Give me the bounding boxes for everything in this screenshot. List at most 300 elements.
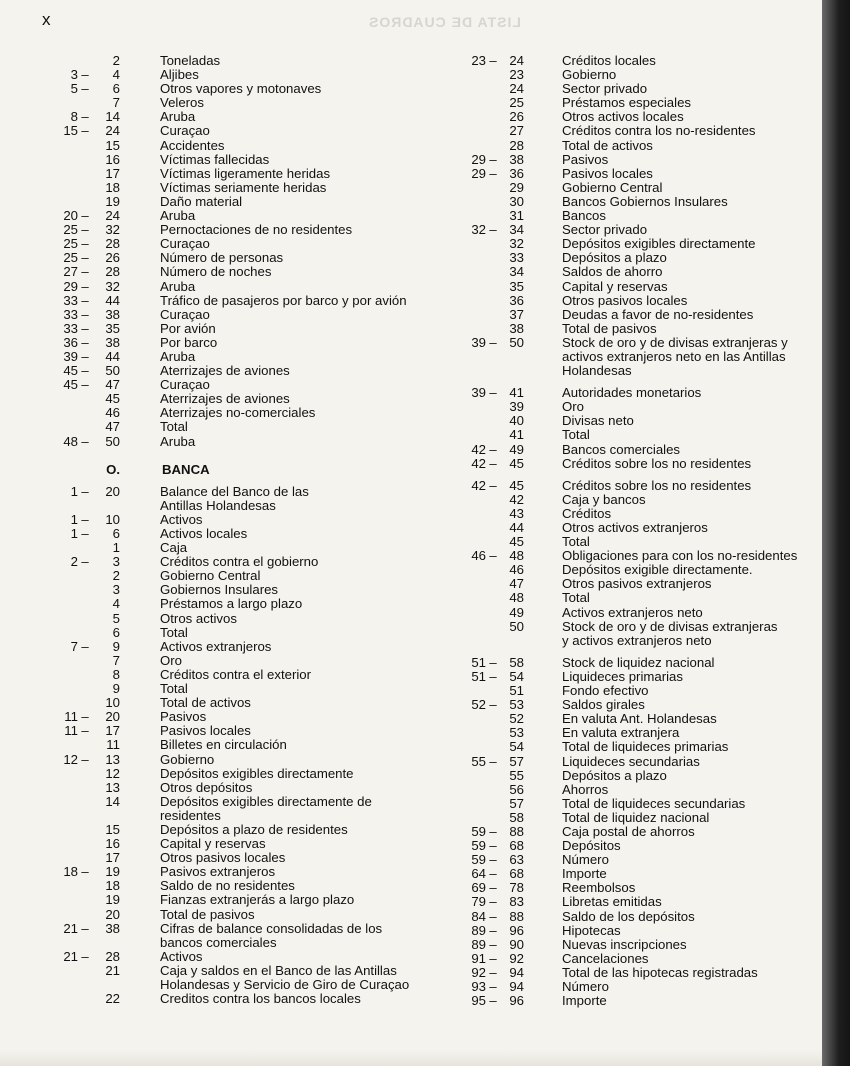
index-row: [462, 336, 822, 378]
table-title: Pasivos locales: [562, 165, 653, 181]
range-dash: [78, 795, 92, 823]
table-range-start: 33: [63, 320, 78, 336]
index-row: [462, 110, 822, 124]
index-row: [462, 769, 822, 783]
range-dash: [486, 294, 500, 308]
index-row: [40, 597, 410, 611]
table-number: 58: [509, 809, 524, 825]
table-range-start: 39: [63, 348, 78, 364]
table-range-start: 20: [63, 208, 78, 224]
index-row: [40, 626, 410, 640]
table-title: Otros activos: [160, 610, 237, 626]
table-range-start: 25: [63, 222, 78, 238]
table-range-start: [40, 781, 78, 795]
table-number: 26: [509, 109, 524, 125]
table-range-start: [462, 769, 486, 783]
range-dash: –: [81, 306, 89, 322]
table-range-start: [40, 181, 78, 195]
range-dash: [78, 392, 92, 406]
range-dash: [486, 684, 500, 698]
table-title: Ahorros: [562, 781, 609, 797]
table-range-start: 95: [471, 993, 486, 1009]
range-dash: –: [81, 222, 89, 238]
index-row: [462, 620, 822, 648]
index-row: [462, 980, 822, 994]
table-number: 24: [509, 81, 524, 97]
table-range-start: [462, 620, 486, 648]
index-row: [462, 414, 822, 428]
index-row: [462, 265, 822, 279]
table-range-start: [462, 124, 486, 138]
table-number: 9: [112, 638, 120, 654]
table-number: 54: [509, 668, 524, 684]
table-title: Libretas emitidas: [562, 894, 662, 910]
table-range-start: 15: [63, 123, 78, 139]
table-range-start: [40, 964, 78, 992]
index-row: [462, 195, 822, 209]
table-range-start: [40, 541, 78, 555]
range-dash: –: [489, 668, 497, 684]
index-row: [462, 726, 822, 740]
table-number: 48: [509, 590, 524, 606]
table-number: 14: [105, 793, 120, 809]
table-number: 78: [509, 880, 524, 896]
range-dash: –: [489, 151, 497, 167]
index-row: [462, 952, 822, 966]
range-dash: [78, 781, 92, 795]
range-dash: –: [81, 123, 89, 139]
index-row: [462, 994, 822, 1008]
table-number: 19: [105, 864, 120, 880]
table-title: Pasivos: [562, 151, 609, 167]
index-row: [462, 591, 822, 605]
table-number: 63: [509, 852, 524, 868]
index-row: [40, 485, 410, 513]
table-range-start: [40, 837, 78, 851]
range-dash: –: [81, 709, 89, 725]
index-row: [40, 181, 410, 195]
table-number: 7: [112, 95, 120, 111]
table-number: 94: [509, 964, 524, 980]
index-row: [462, 867, 822, 881]
index-row: [40, 265, 410, 279]
table-title: Divisas neto: [562, 413, 634, 429]
table-title: Otros activos locales: [562, 109, 684, 125]
table-title: Gobierno: [160, 751, 215, 767]
range-dash: [486, 591, 500, 605]
index-row: [40, 364, 410, 378]
table-title: Víctimas seriamente heridas: [160, 179, 327, 195]
index-row: [40, 795, 410, 823]
range-dash: [486, 521, 500, 535]
index-row: [462, 280, 822, 294]
table-title: Activos extranjeros: [160, 638, 272, 654]
table-number: 42: [509, 491, 524, 507]
table-number: 21: [105, 962, 120, 978]
table-title: Capital y reservas: [160, 836, 266, 852]
table-title: Daño material: [160, 193, 243, 209]
table-title: Caja postal de ahorros: [562, 823, 695, 839]
table-title: Bancos Gobiernos Insulares: [562, 193, 728, 209]
table-number: 41: [509, 385, 524, 401]
table-number: 19: [105, 892, 120, 908]
table-range-start: [462, 811, 486, 825]
table-number: 31: [509, 208, 524, 224]
range-dash: [78, 851, 92, 865]
table-title: Caja y saldos en el Banco de las Antillas Holandesas y Servicio de Giro de Curaçao: [160, 962, 410, 992]
table-number: 44: [105, 292, 120, 308]
table-number: 16: [105, 151, 120, 167]
table-title: Depósitos exigibles directamente: [562, 236, 756, 252]
range-dash: –: [81, 363, 89, 379]
table-title: Activos: [160, 511, 203, 527]
index-row: [462, 811, 822, 825]
table-number: 96: [509, 993, 524, 1009]
table-range-start: [462, 294, 486, 308]
index-row: [462, 966, 822, 980]
index-row: [40, 612, 410, 626]
table-number: 28: [105, 948, 120, 964]
page-bottom-edge: [0, 1050, 822, 1066]
table-number: 12: [105, 765, 120, 781]
table-number: 24: [105, 123, 120, 139]
table-range-start: 23: [471, 53, 486, 68]
table-number: 44: [105, 348, 120, 364]
table-number: 17: [105, 850, 120, 866]
table-number: 57: [509, 753, 524, 769]
range-dash: –: [489, 993, 497, 1009]
table-range-start: 27: [63, 264, 78, 280]
table-title: Depósitos a plazo: [562, 767, 667, 783]
table-number: 34: [509, 222, 524, 238]
table-range-start: 51: [471, 668, 486, 684]
table-title: Depósitos exigible directamente.: [562, 562, 753, 578]
range-dash: [486, 68, 500, 82]
range-dash: –: [81, 526, 89, 541]
table-range-start: [462, 740, 486, 754]
table-title: Balance del Banco de las Antillas Holandesas: [160, 483, 309, 513]
table-title: Cancelaciones: [562, 950, 649, 966]
range-dash: –: [489, 838, 497, 854]
table-range-start: 32: [471, 222, 486, 238]
table-number: 68: [509, 838, 524, 854]
table-range-start: 1: [70, 526, 78, 541]
page-number: x: [42, 10, 51, 29]
table-title: Total de las hipotecas registradas: [562, 964, 758, 980]
table-number: 5: [112, 610, 120, 626]
table-title: Total de activos: [562, 137, 653, 153]
table-title: Reembolsos: [562, 880, 636, 896]
table-title: Otros activos extranjeros: [562, 520, 708, 535]
table-range-start: [462, 726, 486, 740]
table-number: 38: [509, 151, 524, 167]
range-dash: [486, 507, 500, 521]
table-range-start: 45: [63, 377, 78, 393]
table-title: Total de liquideces primarias: [562, 739, 729, 755]
index-row: [462, 82, 822, 96]
range-dash: [78, 597, 92, 611]
table-range-start: [40, 823, 78, 837]
index-row: [40, 583, 410, 597]
table-range-start: 64: [471, 866, 486, 882]
table-number: 7: [112, 652, 120, 668]
table-title: Curaçao: [160, 377, 210, 393]
table-title: Hipotecas: [562, 922, 621, 938]
range-dash: [486, 251, 500, 265]
table-range-start: [462, 606, 486, 620]
range-dash: [486, 195, 500, 209]
table-title: Otros vapores y motonaves: [160, 81, 322, 97]
table-title: Saldo de no residentes: [160, 878, 295, 894]
range-dash: [486, 811, 500, 825]
table-title: Otros pasivos extranjeros: [562, 576, 712, 592]
index-row: [40, 682, 410, 696]
range-dash: [486, 110, 500, 124]
index-row: [40, 378, 410, 392]
table-range-start: 84: [471, 908, 486, 924]
table-title: Stock de oro y de divisas extranjeras y activos extranjeros neto: [562, 618, 778, 648]
index-row: [462, 521, 822, 535]
index-row: [462, 549, 822, 563]
table-number: 24: [105, 208, 120, 224]
table-title: Nuevas inscripciones: [562, 936, 687, 952]
index-row: [40, 654, 410, 668]
table-title: Sector privado: [562, 81, 648, 97]
table-range-start: 42: [471, 477, 486, 493]
bleed-through-title: LISTA DE CUADROS: [368, 14, 521, 30]
table-number: 26: [105, 250, 120, 266]
table-title: Activos extranjeros neto: [562, 604, 703, 620]
table-number: 38: [509, 320, 524, 336]
range-dash: –: [81, 250, 89, 266]
table-title: Saldos de ahorro: [562, 264, 663, 280]
table-title: Número de noches: [160, 264, 272, 280]
table-title: Bancos: [562, 208, 606, 224]
table-range-start: 29: [471, 165, 486, 181]
table-number: 13: [105, 751, 120, 767]
range-dash: [78, 626, 92, 640]
table-range-start: 29: [471, 151, 486, 167]
table-number: 36: [509, 292, 524, 308]
table-range-start: 92: [471, 964, 486, 980]
index-row: [40, 406, 410, 420]
index-row: [462, 670, 822, 684]
table-number: 15: [105, 821, 120, 837]
table-range-start: [462, 280, 486, 294]
index-row: [40, 555, 410, 569]
table-range-start: [40, 597, 78, 611]
table-range-start: 5: [70, 81, 78, 97]
table-range-start: [462, 521, 486, 535]
table-range-start: [462, 110, 486, 124]
range-dash: [486, 280, 500, 294]
table-number: 22: [105, 991, 120, 1007]
index-row: [462, 606, 822, 620]
range-dash: [78, 668, 92, 682]
table-title: Número: [562, 979, 609, 994]
range-dash: –: [81, 348, 89, 364]
table-number: 90: [509, 936, 524, 952]
range-dash: [486, 577, 500, 591]
table-number: 88: [509, 908, 524, 924]
range-dash: [78, 879, 92, 893]
table-number: 17: [105, 165, 120, 181]
index-row: [462, 924, 822, 938]
table-number: 46: [509, 562, 524, 578]
index-row: [462, 507, 822, 521]
range-dash: [486, 535, 500, 549]
index-row: [40, 851, 410, 865]
table-range-start: [40, 879, 78, 893]
index-row: [462, 563, 822, 577]
index-row: [462, 797, 822, 811]
range-dash: –: [81, 208, 89, 224]
table-title: Oro: [562, 399, 584, 415]
range-dash: [78, 181, 92, 195]
table-number: 88: [509, 823, 524, 839]
table-title: Préstamos a largo plazo: [160, 596, 303, 612]
table-range-start: 89: [471, 922, 486, 938]
table-number: 16: [105, 836, 120, 852]
range-dash: –: [489, 697, 497, 713]
table-number: 25: [509, 95, 524, 111]
range-dash: –: [81, 334, 89, 350]
table-title: Total: [562, 590, 590, 606]
range-dash: [486, 265, 500, 279]
index-row: [40, 435, 410, 449]
index-row: [40, 527, 410, 541]
index-row: [462, 153, 822, 167]
table-number: 4: [112, 67, 120, 83]
table-title: Caja y bancos: [562, 491, 646, 507]
range-dash: [486, 308, 500, 322]
range-dash: [486, 620, 500, 648]
table-number: 18: [105, 179, 120, 195]
index-row: [40, 195, 410, 209]
table-range-start: [40, 612, 78, 626]
index-row: [40, 879, 410, 893]
range-dash: –: [81, 67, 89, 83]
index-row: [462, 712, 822, 726]
table-range-start: [40, 893, 78, 907]
range-dash: [78, 96, 92, 110]
table-number: 38: [105, 920, 120, 936]
range-dash: [486, 563, 500, 577]
table-title: Importe: [562, 866, 607, 882]
index-row: [462, 96, 822, 110]
table-number: 54: [509, 739, 524, 755]
table-number: 96: [509, 922, 524, 938]
index-row: [462, 684, 822, 698]
table-number: 94: [509, 979, 524, 994]
table-number: 44: [509, 520, 524, 535]
index-row: [462, 938, 822, 952]
table-number: 45: [509, 477, 524, 493]
table-title: Cifras de balance consolidadas de los bancos comerciales: [160, 920, 383, 950]
table-range-start: [40, 908, 78, 922]
table-number: 50: [509, 618, 524, 634]
range-dash: [78, 139, 92, 153]
table-number: 3: [112, 582, 120, 598]
index-row: [40, 139, 410, 153]
table-title: Saldo de los depósitos: [562, 908, 695, 924]
table-number: 38: [105, 306, 120, 322]
index-row: [40, 350, 410, 364]
table-title: Creditos contra los bancos locales: [160, 991, 361, 1007]
index-row: [40, 640, 410, 654]
table-range-start: [462, 237, 486, 251]
index-row: [462, 825, 822, 839]
index-row: [40, 738, 410, 752]
index-row: [462, 181, 822, 195]
table-title: Accidentes: [160, 137, 225, 153]
table-number: 57: [509, 795, 524, 811]
range-dash: –: [489, 823, 497, 839]
range-dash: [78, 583, 92, 597]
range-dash: –: [81, 920, 89, 936]
table-title: Total de liquidez nacional: [562, 809, 710, 825]
table-range-start: 52: [471, 697, 486, 713]
table-title: Oro: [160, 652, 182, 668]
table-range-start: [40, 406, 78, 420]
table-range-start: 79: [471, 894, 486, 910]
table-range-start: [462, 507, 486, 521]
range-dash: [78, 612, 92, 626]
range-dash: [486, 769, 500, 783]
index-row: [40, 823, 410, 837]
table-title: Aterrizajes de aviones: [160, 363, 290, 379]
table-title: Total de liquideces secundarias: [562, 795, 746, 811]
table-number: 28: [105, 264, 120, 280]
index-row: [462, 237, 822, 251]
section-title: BANCA: [162, 461, 210, 477]
table-number: 45: [105, 391, 120, 407]
table-title: Saldos girales: [562, 697, 645, 713]
range-dash: [486, 237, 500, 251]
index-row: [462, 881, 822, 895]
index-row: [40, 837, 410, 851]
table-title: Curaçao: [160, 306, 210, 322]
table-number: 41: [509, 427, 524, 443]
range-dash: –: [489, 922, 497, 938]
range-dash: –: [489, 866, 497, 882]
table-range-start: 69: [471, 880, 486, 896]
table-title: Créditos sobre los no residentes: [562, 477, 752, 493]
range-dash: –: [81, 864, 89, 880]
range-dash: [486, 712, 500, 726]
index-row: [40, 569, 410, 583]
table-number: 68: [509, 866, 524, 882]
table-number: 53: [509, 697, 524, 713]
range-dash: [78, 738, 92, 752]
table-number: 2: [112, 568, 120, 584]
table-range-start: [462, 82, 486, 96]
table-number: 34: [509, 264, 524, 280]
right-column: [462, 54, 822, 1008]
table-range-start: 59: [471, 838, 486, 854]
index-row: [462, 209, 822, 223]
table-number: 45: [509, 455, 524, 471]
table-number: 27: [509, 123, 524, 139]
table-title: Importe: [562, 993, 607, 1009]
table-number: 20: [105, 483, 120, 499]
table-range-start: [462, 209, 486, 223]
index-row: [462, 386, 822, 400]
table-title: En valuta Ant. Holandesas: [562, 711, 717, 727]
range-dash: –: [489, 53, 497, 68]
table-title: Depósitos a plazo de residentes: [160, 821, 348, 837]
index-row: [40, 167, 410, 181]
